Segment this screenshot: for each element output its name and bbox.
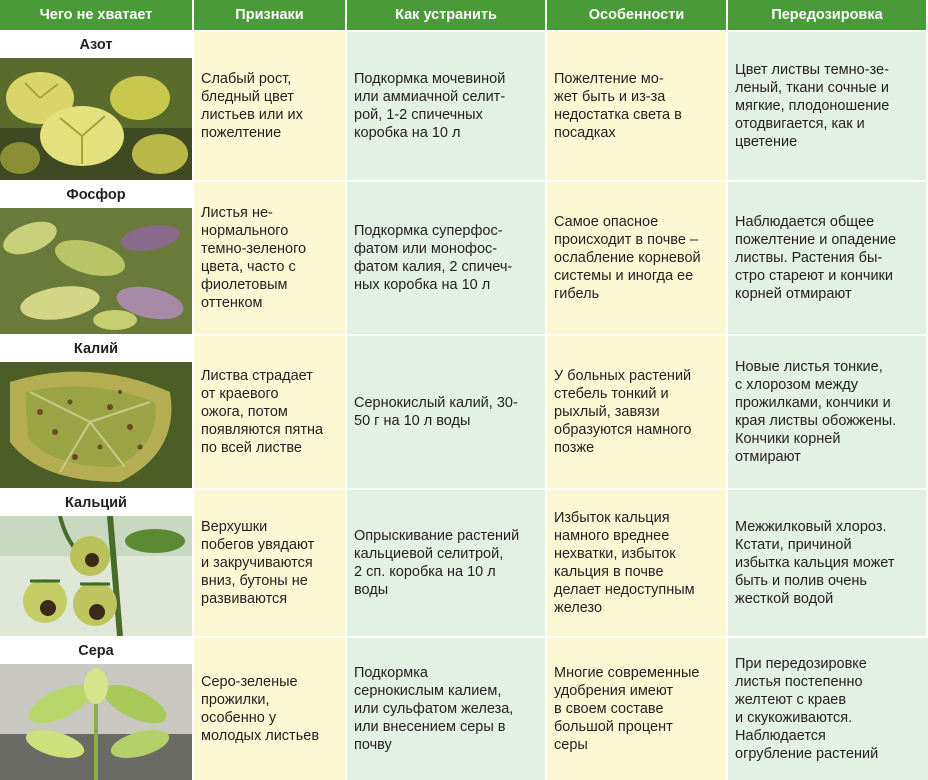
header-overdose: Передозировка	[728, 0, 928, 30]
fix-cell: Подкормка сернокислым калием, или сульфатом железа, или внесением серы в почву	[347, 636, 547, 780]
features-cell: Избыток кальция намного вреднее нехватки, избыток кальция в почве делает недоступным железо	[547, 488, 728, 636]
table-row-calcium	[0, 488, 194, 636]
header-missing: Чего не хватает	[0, 0, 194, 30]
features-cell: У больных растений стебель тонкий и рыхлый, завязи образуются намного позже	[547, 334, 728, 488]
fix-cell: Подкормка мочевиной или аммиачной селит- рой, 1-2 спичечных коробка на 10 л	[347, 30, 547, 180]
overdose-cell: При передозировке листья постепенно желтеют с краев и скукоживаются. Наблюдается огрубление растений	[728, 636, 928, 780]
signs-cell: Листва страдает от краевого ожога, потом появляются пятна по всей листве	[194, 334, 347, 488]
table-row-phosphorus	[0, 180, 194, 334]
yellow-pumpkin-leaves-photo	[0, 58, 192, 180]
features-cell: Многие современные удобрения имеют в своем составе большой процент серы	[547, 636, 728, 780]
nutrient-name: Азот	[0, 32, 192, 58]
signs-cell: Слабый рост, бледный цвет листьев или их пожелтение	[194, 30, 347, 180]
overdose-cell: Цвет листвы темно-зе- леный, ткани сочные и мягкие, плодоношение отодвигается, как и цветение	[728, 30, 928, 180]
header-signs: Признаки	[194, 0, 347, 30]
nutrient-name: Сера	[0, 638, 192, 664]
signs-cell: Серо-зеленые прожилки, особенно у молодых листьев	[194, 636, 347, 780]
table-row-nitrogen	[0, 30, 194, 180]
nutrient-name: Кальций	[0, 490, 192, 516]
header-fix: Как устранить	[347, 0, 547, 30]
table-row-potassium	[0, 334, 194, 488]
features-cell: Пожелтение мо- жет быть и из-за недостатка света в посадках	[547, 30, 728, 180]
signs-cell: Верхушки побегов увядают и закручиваются вниз, бутоны не развиваются	[194, 488, 347, 636]
tomatoes-with-blossom-end-rot-photo	[0, 516, 192, 636]
pale-green-seedling-photo	[0, 664, 192, 780]
table-row-sulfur	[0, 636, 194, 780]
purple-tinged-leaves-photo	[0, 208, 192, 334]
features-cell: Самое опасное происходит в почве – ослабление корневой системы и иногда ее гибель	[547, 180, 728, 334]
overdose-cell: Новые листья тонкие, с хлорозом между прожилками, кончики и края листвы обожжены. Кончики корней отмирают	[728, 334, 928, 488]
nutrient-name: Фосфор	[0, 182, 192, 208]
nutrient-name: Калий	[0, 336, 192, 362]
leaf-with-scorched-spots-photo	[0, 362, 192, 488]
fix-cell: Опрыскивание растений кальциевой селитрой, 2 сп. коробка на 10 л воды	[347, 488, 547, 636]
overdose-cell: Межжилковый хлороз. Кстати, причиной избытка кальция может быть и полив очень жесткой водой	[728, 488, 928, 636]
overdose-cell: Наблюдается общее пожелтение и опадение листвы. Растения бы- стро стареют и кончики корней отмирают	[728, 180, 928, 334]
header-features: Особенности	[547, 0, 728, 30]
fix-cell: Подкормка суперфос- фатом или монофос- фатом калия, 2 спичеч- ных коробка на 10 л	[347, 180, 547, 334]
signs-cell: Листья не- нормального темно-зеленого цвета, часто с фиолетовым оттенком	[194, 180, 347, 334]
fix-cell: Сернокислый калий, 30- 50 г на 10 л воды	[347, 334, 547, 488]
